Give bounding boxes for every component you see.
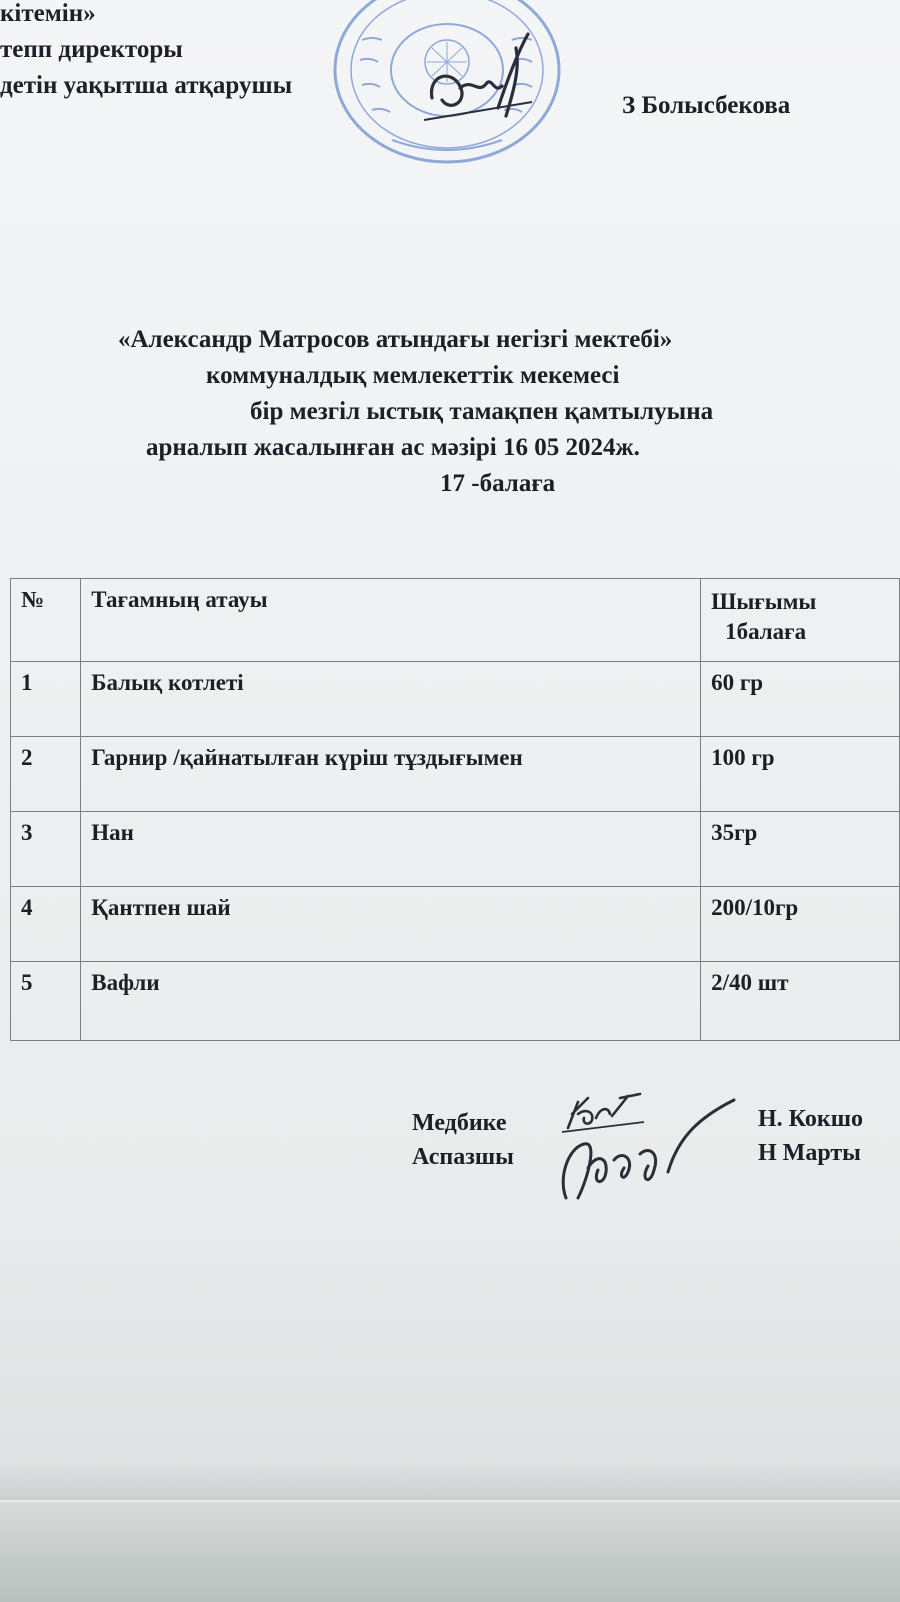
- title-line-1: «Александр Матросов атындағы негізгі мектебі»: [118, 326, 673, 353]
- title-line-4: арналып жасалынған ас мәзірі 16 05 2024ж.: [146, 434, 640, 461]
- title-line-5: 17 -балаға: [440, 470, 556, 497]
- row-dish-name: Гарнир /қайнатылған күріш тұздығымен: [81, 737, 701, 812]
- row-number: 4: [11, 887, 81, 962]
- paper-shadow: [0, 1460, 900, 1500]
- row-dish-name: Нан: [81, 812, 701, 887]
- row-dish-name: Вафли: [81, 962, 701, 1041]
- cook-label: Аспазшы: [412, 1144, 514, 1170]
- row-number: 1: [11, 662, 81, 737]
- cook-name: Н Марты: [758, 1140, 861, 1166]
- approval-line-1: кітемін»: [0, 0, 96, 27]
- menu-table: [10, 578, 900, 1041]
- row-number: 3: [11, 812, 81, 887]
- row-number: 2: [11, 737, 81, 812]
- table-row: [11, 812, 900, 887]
- staff-signatures-icon: [548, 1088, 768, 1218]
- row-output: 100 гр: [701, 737, 900, 812]
- header-number: №: [11, 579, 81, 662]
- table-row: [11, 887, 900, 962]
- title-line-2: коммуналдық мемлекеттік мекемесі: [206, 362, 620, 389]
- table-row: [11, 662, 900, 737]
- row-dish-name: Қантпен шай: [81, 887, 701, 962]
- row-number: 5: [11, 962, 81, 1041]
- header-output: [701, 579, 900, 662]
- title-line-3: бір мезгіл ыстық тамақпен қамтылуына: [250, 398, 714, 425]
- row-output: 200/10гр: [701, 887, 900, 962]
- nurse-label: Медбике: [412, 1110, 507, 1136]
- header-output-line-1: Шығымы: [711, 589, 817, 614]
- header-dish-name: Тағамның атауы: [81, 579, 701, 662]
- row-output: 2/40 шт: [701, 962, 900, 1041]
- director-signature-icon: [420, 28, 540, 128]
- clipboard-edge: [0, 1500, 900, 1602]
- approval-line-3: детін уақытша атқарушы: [0, 72, 293, 99]
- table-row: [11, 962, 900, 1041]
- row-output: 60 гр: [701, 662, 900, 737]
- table-header-row: [11, 579, 900, 662]
- row-dish-name: Балық котлеті: [81, 662, 701, 737]
- table-row: [11, 737, 900, 812]
- header-output-line-2: 1балаға: [725, 619, 807, 644]
- row-output: 35гр: [701, 812, 900, 887]
- nurse-name: Н. Кокшо: [758, 1106, 863, 1132]
- approval-line-2: тепп директоры: [0, 36, 183, 63]
- approver-name: З Болысбекова: [622, 92, 791, 119]
